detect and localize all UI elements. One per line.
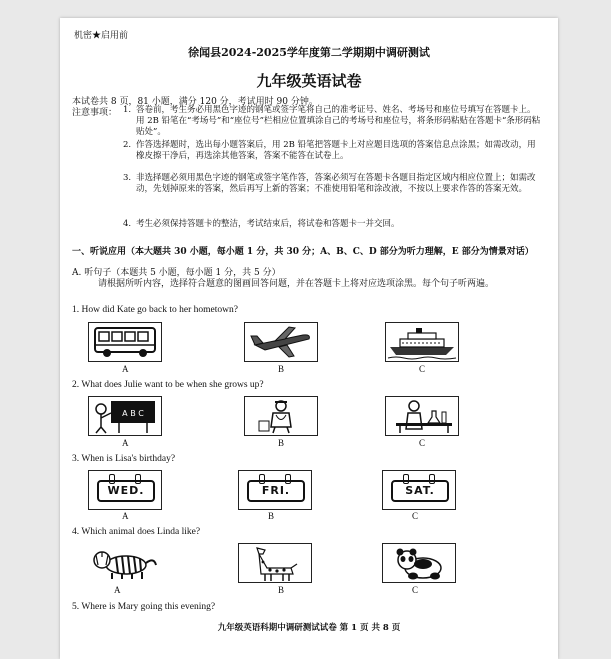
notice-number: 3. [123, 173, 132, 183]
notice-number: 4. [123, 219, 132, 229]
notice-text: 考生必须保持答题卡的整洁，考试结束后，将试卷和答题卡一并交回。 [136, 219, 400, 229]
option-label-b: B [278, 585, 285, 595]
question-1: 1. How did Kate go back to her hometown? [72, 305, 238, 315]
exam-intro: 本试卷共 8 页，81 小题，满分 120 分，考试用时 90 分钟。 [72, 97, 318, 107]
option-label-b: B [278, 364, 285, 374]
option-label-c: C [412, 585, 419, 595]
confidential-mark: 机密★启用前 [74, 31, 129, 41]
notice-item [123, 140, 542, 162]
scientist-icon[interactable] [385, 396, 459, 436]
option-label-b: B [268, 511, 275, 521]
chalkboard-text: A B C [122, 409, 144, 418]
question-4: 4. Which animal does Linda like? [72, 527, 201, 537]
day-label-fri: FRI. [247, 480, 305, 502]
option-label-a: A [122, 511, 129, 521]
notice-item [123, 173, 542, 195]
option-label-a: A [122, 364, 129, 374]
bus-icon[interactable] [88, 322, 162, 362]
option-label-c: C [419, 438, 426, 448]
question-2: 2. What does Julie want to be when she grows up? [72, 380, 264, 390]
section-a-description: 请根据所听内容，选择符合题意的图画回答问题，并在答题卡上将对应选项涂黑。每个句子听两遍。 [98, 279, 495, 289]
ship-icon[interactable] [385, 322, 459, 362]
page-footer: 九年级英语科期中调研测试试卷 第 1 页 共 8 页 [217, 623, 401, 633]
day-label-sat: SAT. [391, 480, 449, 502]
calendar-sat-icon[interactable] [382, 470, 456, 510]
day-label-wed: WED. [97, 480, 155, 502]
option-label-b: B [278, 438, 285, 448]
notice-text: 答卷前，考生务必用黑色字迹的钢笔或签字笔将自己的准考证号、姓名、考场号和座位号填写在答题卡上。用 2B 铅笔在“考场号”和“座位号”栏相应位置填涂自己的考场号和座位号，将条形码粘贴在答题卡“条形码粘贴处”。 [136, 105, 541, 137]
notice-number: 1. [123, 105, 132, 115]
calendar-fri-icon[interactable] [238, 470, 312, 510]
exam-page [60, 18, 558, 659]
section-a-title: A. 听句子（本题共 5 小题，每小题 1 分，共 5 分） [72, 268, 281, 278]
notice-text: 作答选择题时，选出每小题答案后，用 2B 铅笔把答题卡上对应题目选项的答案信息点涂黑；如需改动，用橡皮擦干净后，再选涂其他答案，答案不能答在试卷上。 [136, 140, 536, 161]
section-heading: 一、听说应用（本大题共 30 小题，每小题 1 分，共 30 分；A、B、C、D 部分为听力理解，E 部分为情景对话） [72, 247, 534, 257]
notice-label: 注意事项： [72, 108, 118, 118]
giraffe-icon[interactable] [238, 543, 312, 583]
option-label-c: C [412, 511, 419, 521]
airplane-icon[interactable] [244, 322, 318, 362]
notice-item [123, 219, 542, 230]
option-label-a: A [122, 438, 129, 448]
doctor-icon[interactable] [244, 396, 318, 436]
notice-item [123, 105, 542, 138]
option-label-a: A [114, 585, 121, 595]
option-label-c: C [419, 364, 426, 374]
tiger-icon[interactable] [88, 543, 160, 581]
exam-subtitle: 九年级英语试卷 [256, 72, 362, 90]
calendar-wed-icon[interactable] [88, 470, 162, 510]
exam-title: 徐闻县2024-2025学年度第二学期期中调研测试 [188, 46, 430, 59]
question-5: 5. Where is Mary going this evening? [72, 602, 216, 612]
panda-icon[interactable] [382, 543, 456, 583]
question-3: 3. When is Lisa's birthday? [72, 454, 176, 464]
teacher-icon[interactable] [88, 396, 162, 436]
notice-text: 非选择题必须用黑色字迹的钢笔或签字笔作答，答案必须写在答题卡各题目指定区域内相应位置上；如需改动，先划掉原来的答案，然后再写上新的答案；不准使用铅笔和涂改液，不按以上要求作答的答案无效。 [136, 173, 536, 194]
section-a-instructions [72, 268, 542, 290]
notice-number: 2. [123, 140, 132, 150]
